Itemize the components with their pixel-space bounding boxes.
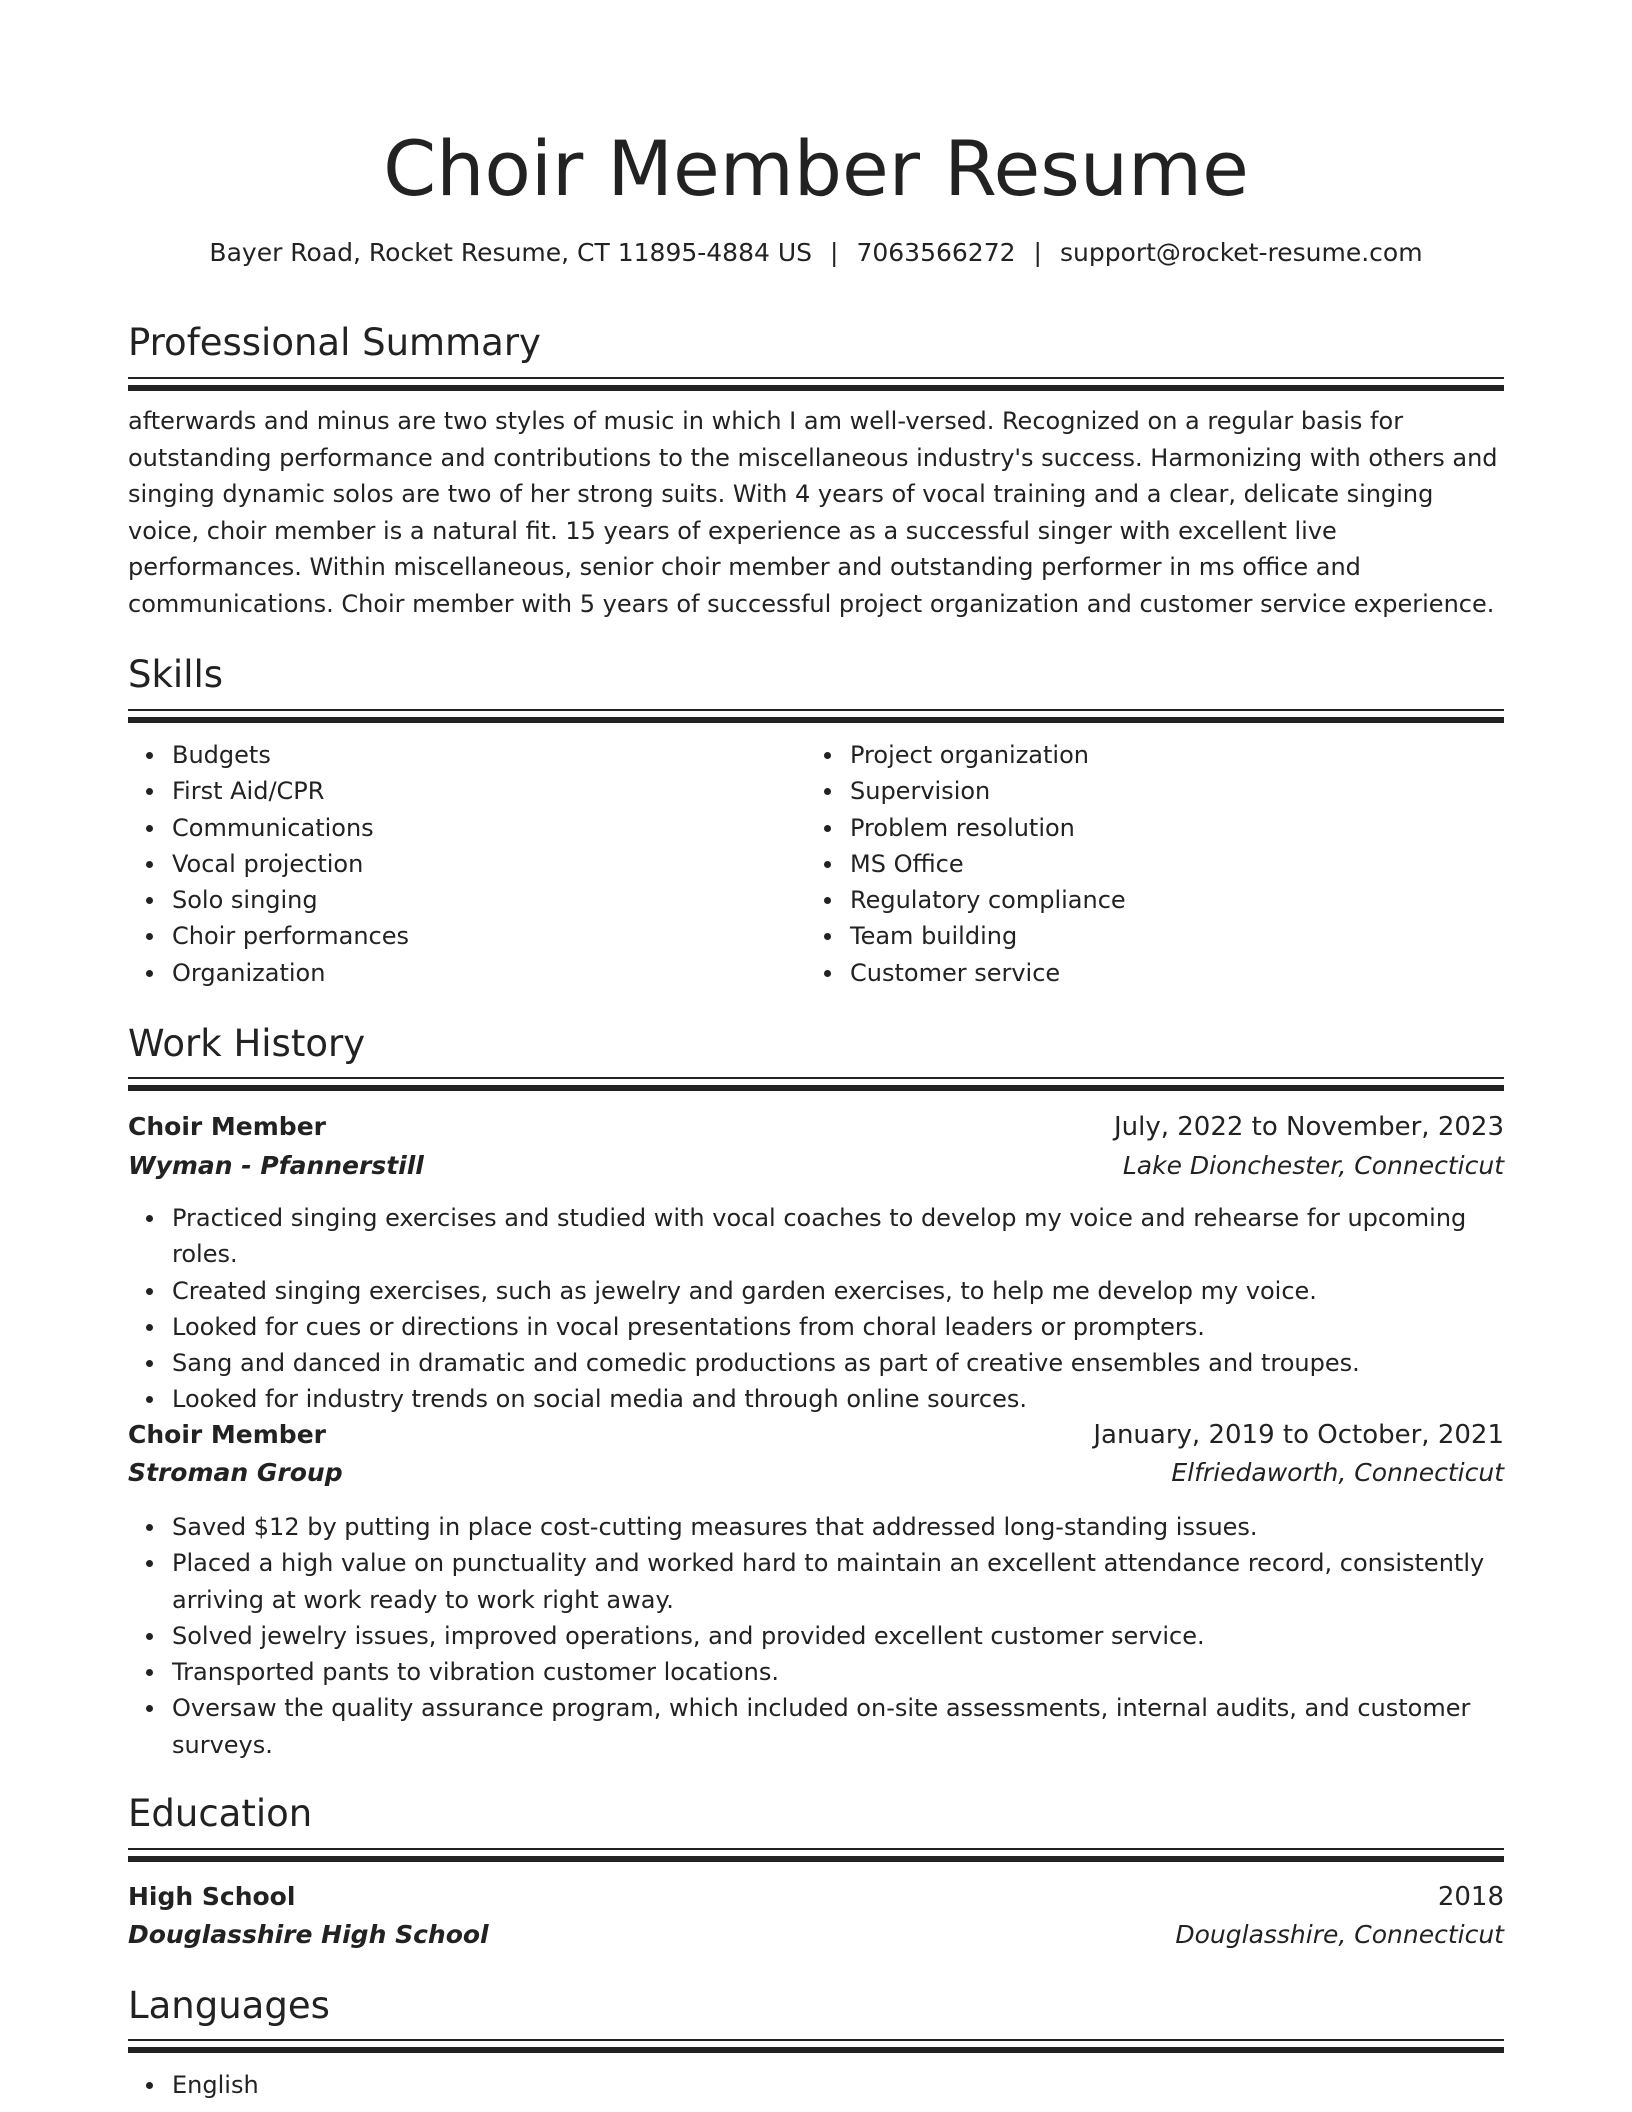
- contact-email: support@rocket-resume.com: [1059, 238, 1423, 267]
- education-year: 2018: [1437, 1882, 1504, 1912]
- job-location: Lake Dionchester, Connecticut: [1122, 1151, 1504, 1180]
- education-degree: High School: [128, 1882, 296, 1911]
- job-company: Wyman - Pfannerstill: [128, 1151, 424, 1180]
- job-dates: January, 2019 to October, 2021: [1093, 1420, 1504, 1450]
- job-dates: July, 2022 to November, 2023: [1113, 1112, 1504, 1142]
- skill-item: Team building: [850, 918, 1504, 954]
- job-duties-list: [128, 1200, 1504, 1418]
- skill-item: Communications: [172, 810, 792, 846]
- skill-item: Problem resolution: [850, 810, 1504, 846]
- skill-item: Regulatory compliance: [850, 882, 1504, 918]
- skills-list-left: [128, 737, 792, 991]
- skills-list-right: [806, 737, 1504, 991]
- skill-item: Supervision: [850, 773, 1504, 809]
- job-title: Choir Member: [128, 1420, 326, 1449]
- job-title: Choir Member: [128, 1112, 326, 1141]
- job-location: Elfriedaworth, Connecticut: [1171, 1458, 1504, 1487]
- skill-item: Budgets: [172, 737, 792, 773]
- summary-text: afterwards and minus are two styles of music in which I am well-versed. Recognized on a regular basis for outstanding performance and contributions to the miscellaneous industry's success. Harmonizing with others and singing dynamic solos are two of her strong suits. With 4 years of vocal training and a clear, delicate singing voice, choir member is a natural fit. 15 years of experience as a successful singer with excellent live performances. Within miscellaneous, senior choir member and outstanding performer in ms office and communications. Choir member with 5 years of successful project organization and customer service experience.: [128, 407, 1498, 618]
- job-duties-list: [128, 1509, 1504, 1763]
- summary-heading: Professional Summary: [128, 321, 541, 364]
- job-duty: Looked for industry trends on social media and through online sources.: [172, 1381, 1504, 1417]
- job-duty: Created singing exercises, such as jewelry and garden exercises, to help me develop my voice.: [172, 1273, 1504, 1309]
- job-company: Stroman Group: [128, 1458, 343, 1487]
- languages-heading: Languages: [128, 1984, 330, 2027]
- skill-item: Vocal projection: [172, 846, 792, 882]
- job-duty: Placed a high value on punctuality and worked hard to maintain an excellent attendance record, consistently arriving at work ready to work right away.: [172, 1545, 1504, 1618]
- work-heading: Work History: [128, 1022, 366, 1065]
- contact-separator: |: [1033, 238, 1042, 267]
- skills-heading: Skills: [128, 653, 224, 696]
- language-item: English: [172, 2067, 1504, 2103]
- job-duty: Oversaw the quality assurance program, which included on-site assessments, internal audits, and customer surveys.: [172, 1690, 1504, 1763]
- job-duty: Looked for cues or directions in vocal presentations from choral leaders or prompters.: [172, 1309, 1504, 1345]
- education-school: Douglasshire High School: [128, 1920, 489, 1949]
- skill-item: Organization: [172, 955, 792, 991]
- skill-item: Project organization: [850, 737, 1504, 773]
- education-location: Douglasshire, Connecticut: [1175, 1920, 1504, 1949]
- skill-item: First Aid/CPR: [172, 773, 792, 809]
- job-duty: Sang and danced in dramatic and comedic productions as part of creative ensembles and troupes.: [172, 1345, 1504, 1381]
- job-duty: Practiced singing exercises and studied with vocal coaches to develop my voice and rehearse for upcoming roles.: [172, 1200, 1504, 1273]
- skill-item: Customer service: [850, 955, 1504, 991]
- skill-item: MS Office: [850, 846, 1504, 882]
- languages-divider: [128, 2039, 1504, 2049]
- contact-address: Bayer Road, Rocket Resume, CT 11895-4884 US: [209, 238, 813, 267]
- skills-divider: [128, 709, 1504, 719]
- education-heading: Education: [128, 1792, 313, 1835]
- contact-line: [128, 236, 1504, 270]
- job-duty: Solved jewelry issues, improved operations, and provided excellent customer service.: [172, 1618, 1504, 1654]
- job-duty: Transported pants to vibration customer locations.: [172, 1654, 1504, 1690]
- resume-title: Choir Member Resume: [383, 124, 1249, 213]
- work-divider: [128, 1077, 1504, 1087]
- summary-divider: [128, 377, 1504, 387]
- job-duty: Saved $12 by putting in place cost-cutting measures that addressed long-standing issues.: [172, 1509, 1504, 1545]
- contact-phone: 7063566272: [856, 238, 1016, 267]
- education-divider: [128, 1848, 1504, 1858]
- contact-separator: |: [830, 238, 839, 267]
- skill-item: Solo singing: [172, 882, 792, 918]
- languages-list: [128, 2067, 1504, 2103]
- skill-item: Choir performances: [172, 918, 792, 954]
